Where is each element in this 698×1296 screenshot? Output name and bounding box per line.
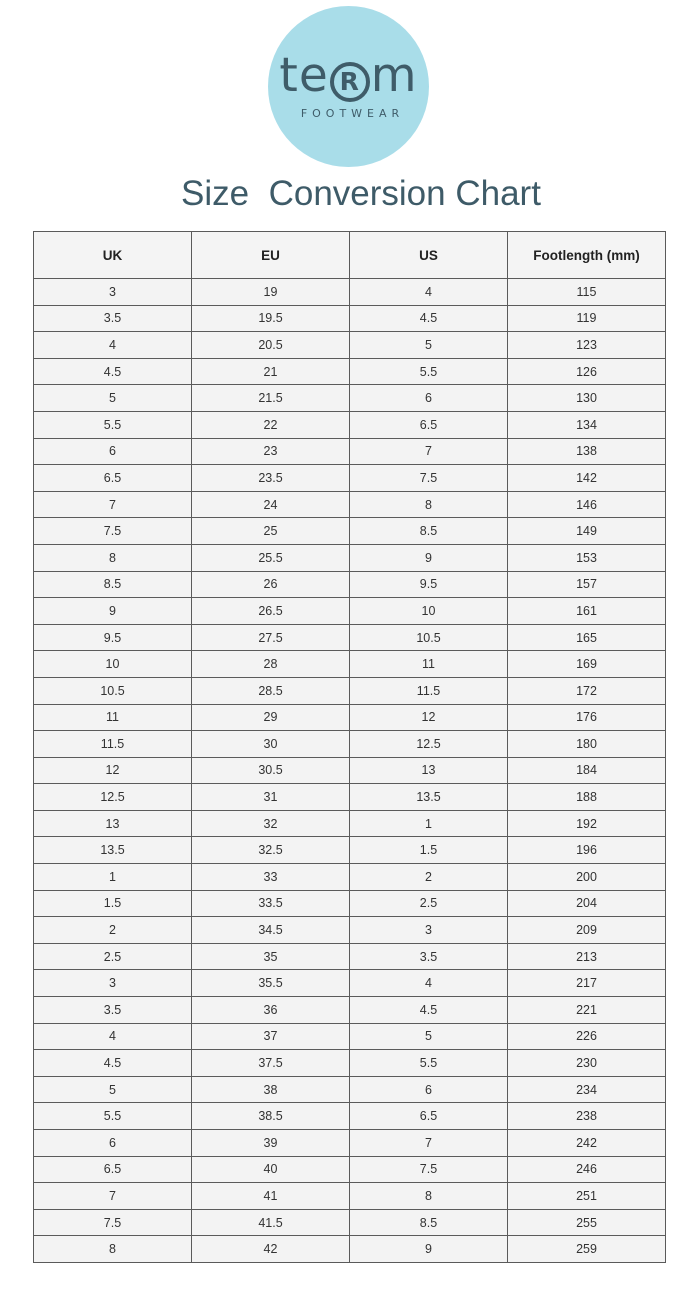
cell-eu: 29 [192,704,350,731]
table-row [34,624,666,651]
cell-uk: 11 [34,704,192,731]
cell-footlength: 169 [508,651,666,678]
cell-us: 2 [350,864,508,891]
cell-us: 6 [350,1076,508,1103]
cell-footlength: 180 [508,731,666,758]
cell-eu: 37 [192,1023,350,1050]
cell-us: 2.5 [350,890,508,917]
cell-eu: 36 [192,997,350,1024]
cell-uk: 6 [34,438,192,465]
cell-uk: 8.5 [34,571,192,598]
cell-us: 8 [350,1183,508,1210]
cell-footlength: 255 [508,1209,666,1236]
size-conversion-table [33,231,666,1263]
cell-us: 3 [350,917,508,944]
table-row [34,438,666,465]
table-row [34,943,666,970]
cell-eu: 41 [192,1183,350,1210]
cell-footlength: 134 [508,411,666,438]
cell-footlength: 188 [508,784,666,811]
cell-uk: 6 [34,1130,192,1157]
cell-uk: 9 [34,598,192,625]
cell-eu: 27.5 [192,624,350,651]
table-row [34,1183,666,1210]
cell-footlength: 146 [508,491,666,518]
cell-footlength: 184 [508,757,666,784]
cell-footlength: 138 [508,438,666,465]
table-row [34,491,666,518]
cell-eu: 19 [192,279,350,306]
cell-eu: 41.5 [192,1209,350,1236]
cell-footlength: 251 [508,1183,666,1210]
cell-eu: 35 [192,943,350,970]
cell-uk: 7 [34,1183,192,1210]
registered-mark-icon: R [330,62,370,102]
page-title: Size Conversion Chart [181,174,541,213]
cell-eu: 28 [192,651,350,678]
table-row [34,358,666,385]
cell-footlength: 226 [508,1023,666,1050]
cell-us: 10.5 [350,624,508,651]
cell-uk: 5 [34,385,192,412]
cell-footlength: 209 [508,917,666,944]
cell-footlength: 234 [508,1076,666,1103]
cell-eu: 21 [192,358,350,385]
cell-footlength: 130 [508,385,666,412]
cell-eu: 21.5 [192,385,350,412]
cell-uk: 8 [34,544,192,571]
table-row [34,1209,666,1236]
cell-uk: 3 [34,279,192,306]
cell-eu: 31 [192,784,350,811]
cell-footlength: 123 [508,332,666,359]
table-row [34,1050,666,1077]
cell-uk: 3 [34,970,192,997]
table-row [34,1023,666,1050]
cell-uk: 8 [34,1236,192,1263]
cell-footlength: 126 [508,358,666,385]
table-row [34,598,666,625]
cell-us: 6 [350,385,508,412]
cell-uk: 5.5 [34,411,192,438]
table-row [34,917,666,944]
table-body [34,279,666,1263]
cell-eu: 25 [192,518,350,545]
cell-uk: 10 [34,651,192,678]
column-header-us: US [350,232,508,279]
table-row [34,279,666,306]
table-row [34,1236,666,1263]
table-row [34,837,666,864]
cell-footlength: 230 [508,1050,666,1077]
table-row [34,1076,666,1103]
cell-us: 12 [350,704,508,731]
cell-eu: 32.5 [192,837,350,864]
cell-footlength: 192 [508,810,666,837]
table-row [34,677,666,704]
table-row [34,704,666,731]
cell-footlength: 196 [508,837,666,864]
cell-us: 8 [350,491,508,518]
cell-footlength: 259 [508,1236,666,1263]
table-row [34,544,666,571]
cell-uk: 12.5 [34,784,192,811]
brand-logo [268,6,429,167]
cell-eu: 20.5 [192,332,350,359]
cell-eu: 38.5 [192,1103,350,1130]
cell-us: 8.5 [350,1209,508,1236]
cell-uk: 1 [34,864,192,891]
cell-eu: 30.5 [192,757,350,784]
cell-us: 6.5 [350,411,508,438]
cell-eu: 22 [192,411,350,438]
cell-uk: 3.5 [34,305,192,332]
cell-us: 1 [350,810,508,837]
table-row [34,465,666,492]
cell-us: 4.5 [350,997,508,1024]
cell-uk: 9.5 [34,624,192,651]
cell-us: 5.5 [350,358,508,385]
cell-us: 4 [350,970,508,997]
cell-footlength: 157 [508,571,666,598]
column-header-uk: UK [34,232,192,279]
cell-uk: 10.5 [34,677,192,704]
cell-uk: 3.5 [34,997,192,1024]
cell-us: 7 [350,1130,508,1157]
cell-us: 12.5 [350,731,508,758]
cell-eu: 35.5 [192,970,350,997]
logo-text-start: te [279,48,329,103]
cell-eu: 38 [192,1076,350,1103]
cell-footlength: 204 [508,890,666,917]
cell-footlength: 172 [508,677,666,704]
cell-uk: 1.5 [34,890,192,917]
cell-us: 6.5 [350,1103,508,1130]
cell-footlength: 217 [508,970,666,997]
cell-footlength: 200 [508,864,666,891]
cell-eu: 33.5 [192,890,350,917]
cell-us: 7.5 [350,465,508,492]
cell-uk: 4 [34,332,192,359]
cell-uk: 7.5 [34,518,192,545]
table-row [34,1156,666,1183]
cell-eu: 30 [192,731,350,758]
cell-eu: 26.5 [192,598,350,625]
cell-eu: 24 [192,491,350,518]
cell-uk: 12 [34,757,192,784]
table-row [34,518,666,545]
cell-uk: 13.5 [34,837,192,864]
table-row [34,970,666,997]
cell-eu: 23 [192,438,350,465]
cell-footlength: 153 [508,544,666,571]
table-row [34,757,666,784]
cell-us: 1.5 [350,837,508,864]
cell-eu: 23.5 [192,465,350,492]
table-row [34,784,666,811]
table-row [34,731,666,758]
cell-uk: 11.5 [34,731,192,758]
cell-uk: 5.5 [34,1103,192,1130]
cell-us: 13 [350,757,508,784]
cell-footlength: 213 [508,943,666,970]
cell-us: 5.5 [350,1050,508,1077]
cell-footlength: 221 [508,997,666,1024]
cell-us: 13.5 [350,784,508,811]
cell-uk: 4.5 [34,358,192,385]
cell-eu: 19.5 [192,305,350,332]
logo-text-end: m [370,48,418,103]
cell-eu: 25.5 [192,544,350,571]
cell-us: 7 [350,438,508,465]
cell-footlength: 165 [508,624,666,651]
cell-uk: 7.5 [34,1209,192,1236]
cell-eu: 33 [192,864,350,891]
table-row [34,305,666,332]
table-row [34,332,666,359]
cell-uk: 4 [34,1023,192,1050]
cell-eu: 28.5 [192,677,350,704]
cell-uk: 5 [34,1076,192,1103]
cell-eu: 26 [192,571,350,598]
cell-footlength: 149 [508,518,666,545]
table-row [34,651,666,678]
cell-us: 10 [350,598,508,625]
cell-footlength: 176 [508,704,666,731]
cell-eu: 40 [192,1156,350,1183]
cell-us: 9 [350,1236,508,1263]
cell-eu: 39 [192,1130,350,1157]
table-row [34,1130,666,1157]
column-header-footlength: Footlength (mm) [508,232,666,279]
cell-footlength: 238 [508,1103,666,1130]
table-row [34,385,666,412]
cell-uk: 2 [34,917,192,944]
logo-subtitle: FOOTWEAR [300,107,405,120]
cell-us: 11 [350,651,508,678]
cell-footlength: 161 [508,598,666,625]
cell-us: 7.5 [350,1156,508,1183]
cell-eu: 42 [192,1236,350,1263]
cell-uk: 6.5 [34,465,192,492]
cell-us: 5 [350,332,508,359]
cell-us: 11.5 [350,677,508,704]
cell-footlength: 119 [508,305,666,332]
table-row [34,411,666,438]
column-header-eu: EU [192,232,350,279]
cell-us: 9 [350,544,508,571]
cell-eu: 34.5 [192,917,350,944]
cell-footlength: 142 [508,465,666,492]
cell-footlength: 246 [508,1156,666,1183]
logo-wordmark [268,50,429,102]
cell-us: 4.5 [350,305,508,332]
table-row [34,1103,666,1130]
cell-us: 4 [350,279,508,306]
table-row [34,864,666,891]
cell-us: 5 [350,1023,508,1050]
cell-eu: 37.5 [192,1050,350,1077]
cell-uk: 4.5 [34,1050,192,1077]
table-row [34,997,666,1024]
cell-us: 3.5 [350,943,508,970]
cell-footlength: 242 [508,1130,666,1157]
cell-uk: 6.5 [34,1156,192,1183]
cell-us: 9.5 [350,571,508,598]
table-row [34,890,666,917]
cell-uk: 7 [34,491,192,518]
table-row [34,571,666,598]
cell-uk: 13 [34,810,192,837]
cell-eu: 32 [192,810,350,837]
cell-us: 8.5 [350,518,508,545]
table-row [34,810,666,837]
cell-footlength: 115 [508,279,666,306]
cell-uk: 2.5 [34,943,192,970]
table-header-row [34,232,666,279]
